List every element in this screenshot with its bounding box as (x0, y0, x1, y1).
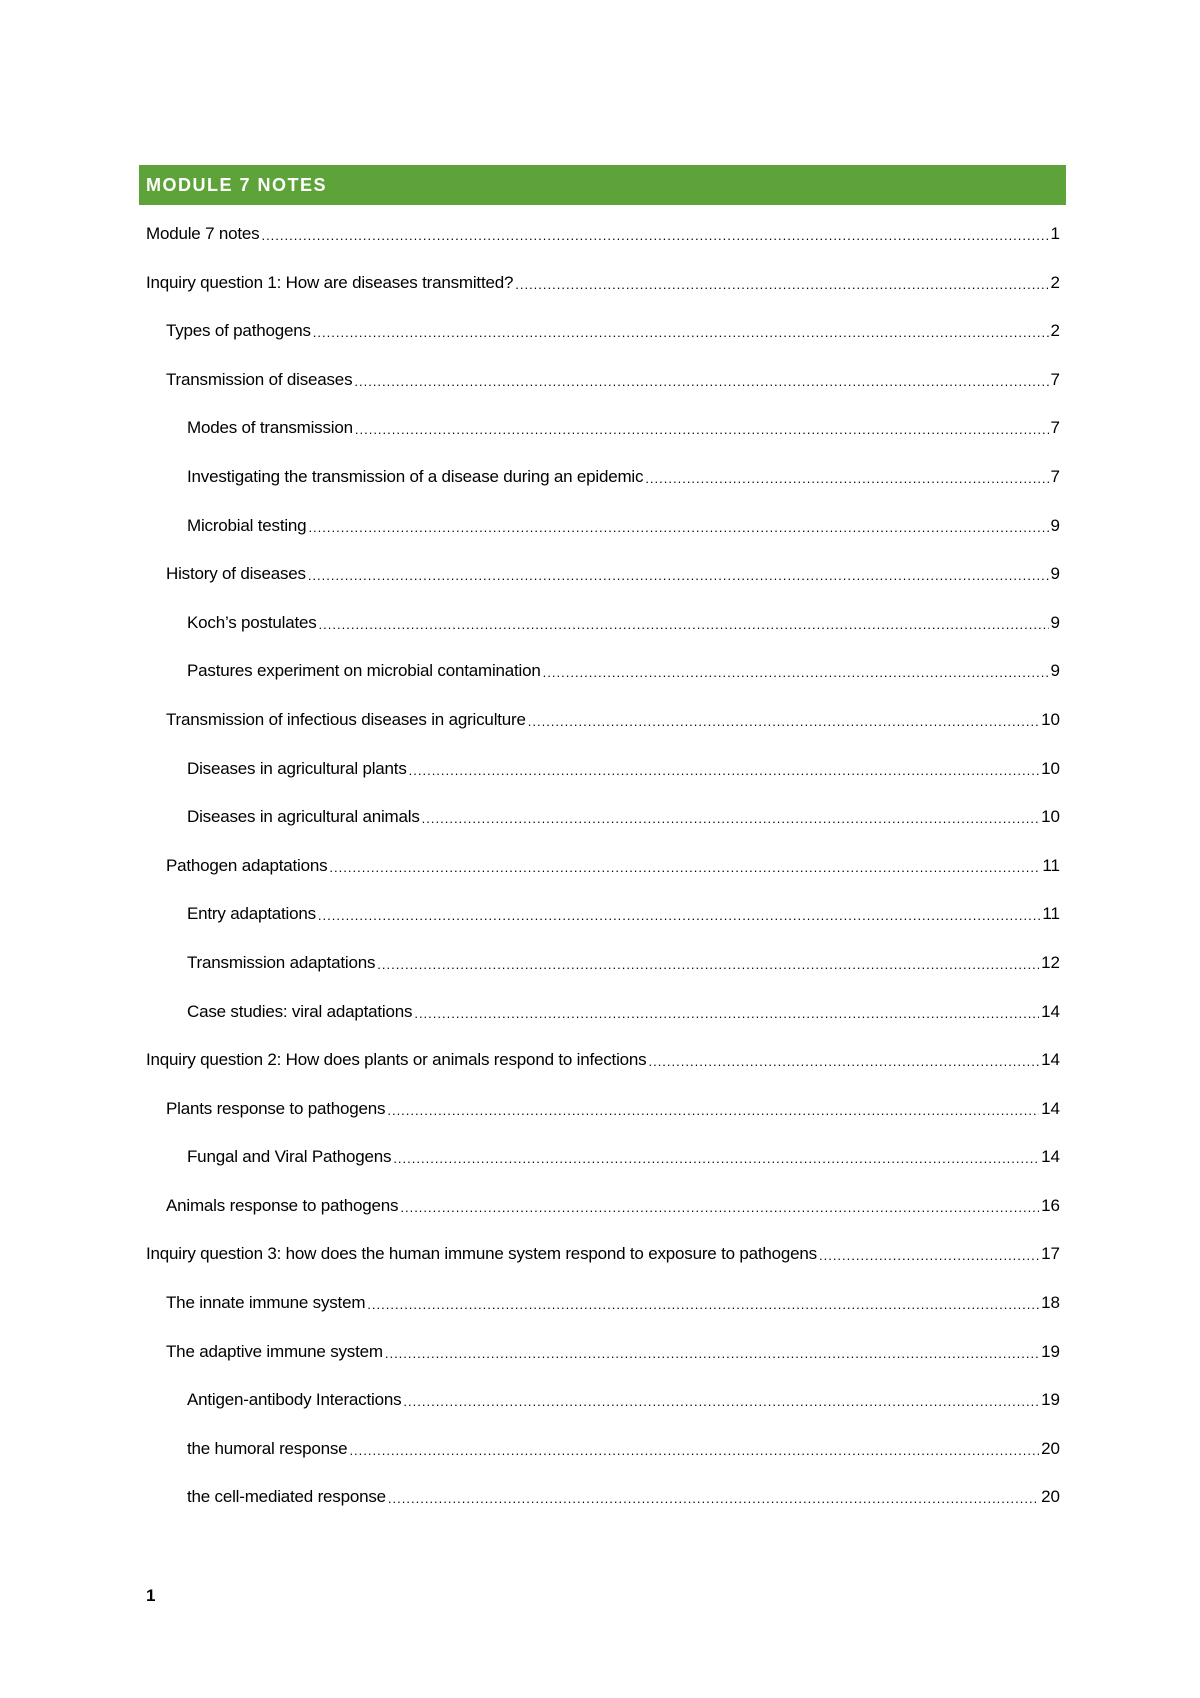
toc-entry-page-number: 10 (1041, 709, 1060, 729)
toc-entry[interactable] (146, 759, 1060, 808)
toc-dot-leader (393, 1148, 1039, 1165)
toc-dot-leader (367, 1294, 1039, 1311)
toc-entry-page-number: 14 (1041, 1147, 1060, 1167)
toc-entry-title: Diseases in agricultural plants (187, 758, 407, 778)
toc-entry[interactable] (146, 1342, 1060, 1391)
toc-entry[interactable] (146, 418, 1060, 467)
toc-entry-page-number: 20 (1041, 1438, 1060, 1458)
toc-dot-leader (648, 1051, 1039, 1068)
toc-entry[interactable] (146, 1487, 1060, 1536)
toc-entry[interactable] (146, 661, 1060, 710)
toc-entry-title: Transmission adaptations (187, 952, 376, 972)
toc-dot-leader (528, 711, 1039, 728)
toc-entry-title: The innate immune system (166, 1293, 366, 1313)
toc-entry-title: Inquiry question 1: How are diseases transmitted? (146, 272, 514, 292)
toc-entry[interactable] (146, 224, 1060, 273)
toc-entry-page-number: 19 (1041, 1390, 1060, 1410)
toc-dot-leader (349, 1440, 1039, 1457)
toc-entry-page-number: 14 (1041, 1050, 1060, 1070)
toc-entry-page-number: 14 (1041, 1001, 1060, 1021)
toc-entry[interactable] (146, 613, 1060, 662)
toc-entry[interactable] (146, 516, 1060, 565)
toc-entry[interactable] (146, 1244, 1060, 1293)
toc-entry-page-number: 7 (1050, 466, 1060, 486)
toc-entry-page-number: 18 (1041, 1293, 1060, 1313)
toc-heading-band (139, 165, 1066, 205)
toc-entry-title: History of diseases (166, 564, 306, 584)
toc-entry-title: Modes of transmission (187, 418, 353, 438)
page-number: 1 (146, 1586, 156, 1605)
toc-entry-page-number: 10 (1041, 758, 1060, 778)
toc-entry-title: Antigen-antibody Interactions (187, 1390, 402, 1410)
toc-entry[interactable] (146, 467, 1060, 516)
toc-entry[interactable] (146, 807, 1060, 856)
toc-entry-page-number: 10 (1041, 807, 1060, 827)
toc-entry-page-number: 17 (1041, 1244, 1060, 1264)
toc-dot-leader (261, 225, 1048, 242)
toc-entry-page-number: 12 (1041, 952, 1060, 972)
toc-entry-page-number: 7 (1050, 418, 1060, 438)
toc-dot-leader (645, 468, 1048, 485)
toc-dot-leader (377, 954, 1039, 971)
toc-dot-leader (403, 1391, 1039, 1408)
toc-entry[interactable] (146, 321, 1060, 370)
toc-entry-title: Diseases in agricultural animals (187, 807, 420, 827)
toc-entry[interactable] (146, 1002, 1060, 1051)
toc-entry-page-number: 19 (1041, 1341, 1060, 1361)
toc-dot-leader (422, 808, 1039, 825)
toc-dot-leader (515, 274, 1048, 291)
toc-entry-page-number: 14 (1041, 1098, 1060, 1118)
toc-entry-page-number: 2 (1050, 272, 1060, 292)
toc-entry-title: the humoral response (187, 1438, 348, 1458)
toc-entry[interactable] (146, 1099, 1060, 1148)
toc-entry-page-number: 9 (1050, 612, 1060, 632)
toc-entry-title: Entry adaptations (187, 904, 316, 924)
toc-entry-title: Plants response to pathogens (166, 1098, 386, 1118)
toc-heading: MODULE 7 NOTES (146, 174, 328, 195)
toc-entry-page-number: 16 (1041, 1195, 1060, 1215)
toc-dot-leader (313, 322, 1049, 339)
toc-dot-leader (400, 1197, 1039, 1214)
toc-entry-title: The adaptive immune system (166, 1341, 383, 1361)
toc-entry-title: Types of pathogens (166, 321, 311, 341)
toc-entry-title: Pastures experiment on microbial contamination (187, 661, 541, 681)
toc-entry-page-number: 9 (1050, 661, 1060, 681)
toc-dot-leader (308, 565, 1049, 582)
toc-entry-page-number: 7 (1050, 369, 1060, 389)
toc-entry-title: the cell-mediated response (187, 1487, 386, 1507)
toc-entry-title: Fungal and Viral Pathogens (187, 1147, 392, 1167)
toc-entry-page-number: 11 (1042, 855, 1060, 875)
toc-entry-title: Transmission of diseases (166, 369, 353, 389)
toc-dot-leader (355, 419, 1049, 436)
toc-dot-leader (308, 517, 1048, 534)
toc-dot-leader (387, 1100, 1039, 1117)
toc-entry-page-number: 1 (1050, 224, 1060, 243)
toc-entry-title: Transmission of infectious diseases in agriculture (166, 709, 526, 729)
toc-entry-page-number: 20 (1041, 1487, 1060, 1507)
toc-entry[interactable] (146, 1390, 1060, 1439)
toc-entry[interactable] (146, 1050, 1060, 1099)
toc-dot-leader (409, 760, 1039, 777)
toc-entry-title: Inquiry question 2: How does plants or animals respond to infections (146, 1050, 647, 1070)
toc-entry-title: Microbial testing (187, 515, 307, 535)
toc-dot-leader (819, 1245, 1039, 1262)
toc-entry-title: Module 7 notes (146, 224, 260, 243)
toc-dot-leader (388, 1488, 1039, 1505)
toc-entry-page-number: 9 (1050, 564, 1060, 584)
toc-entry-title: Pathogen adaptations (166, 855, 328, 875)
toc-entry[interactable] (146, 953, 1060, 1002)
toc-entry[interactable] (146, 370, 1060, 419)
toc-entry[interactable] (146, 904, 1060, 953)
toc-entry-title: Investigating the transmission of a disease during an epidemic (187, 466, 644, 486)
toc-dot-leader (329, 857, 1040, 874)
toc-dot-leader (318, 905, 1040, 922)
toc-entry-title: Animals response to pathogens (166, 1195, 399, 1215)
toc-entry[interactable] (146, 1439, 1060, 1488)
toc-entry-title: Inquiry question 3: how does the human immune system respond to exposure to pathogens (146, 1244, 817, 1264)
toc-dot-leader (354, 371, 1048, 388)
toc-entry-page-number: 2 (1050, 321, 1060, 341)
toc-entry[interactable] (146, 1196, 1060, 1245)
toc-entry-page-number: 11 (1042, 904, 1060, 924)
toc-dot-leader (385, 1343, 1039, 1360)
toc-entry[interactable] (146, 273, 1060, 322)
toc-entry[interactable] (146, 564, 1060, 613)
toc-entry-page-number: 9 (1050, 515, 1060, 535)
table-of-contents (146, 224, 1060, 1536)
toc-dot-leader (543, 662, 1049, 679)
toc-entry-title: Case studies: viral adaptations (187, 1001, 413, 1021)
toc-entry-title: Koch’s postulates (187, 612, 317, 632)
toc-entry[interactable] (146, 856, 1060, 905)
toc-entry[interactable] (146, 1147, 1060, 1196)
toc-dot-leader (319, 614, 1049, 631)
toc-entry[interactable] (146, 710, 1060, 759)
toc-entry[interactable] (146, 1293, 1060, 1342)
toc-dot-leader (414, 1003, 1039, 1020)
